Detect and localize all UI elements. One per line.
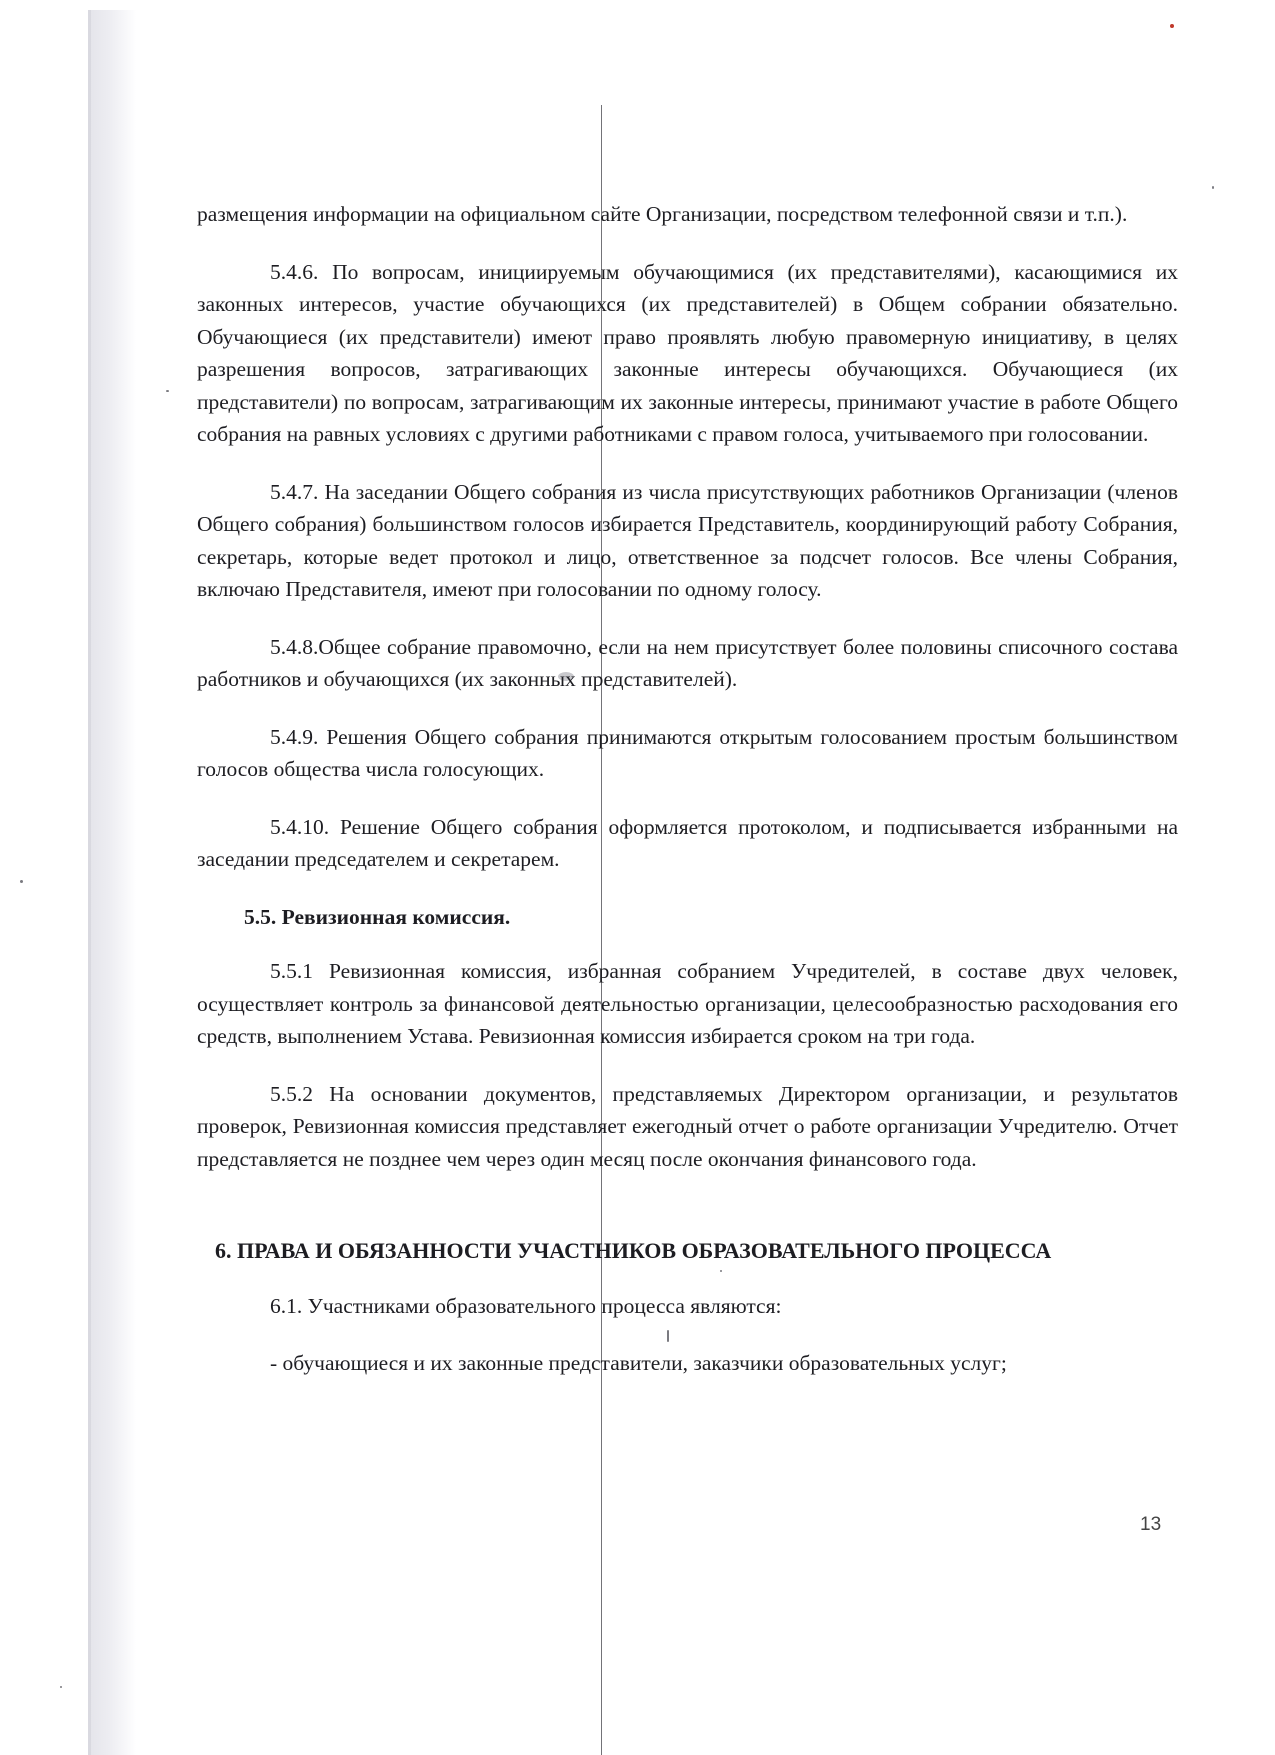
speck-mark [60, 1686, 62, 1688]
paragraph-5-4-8: 5.4.8.Общее собрание правомочно, если на нем присутствует более половины списочного состава работников и обучающихся (их законных представителей). [197, 634, 1178, 691]
document-body [197, 198, 1178, 1405]
speck-mark [20, 880, 23, 883]
scan-edge-line [88, 10, 91, 1755]
speck-mark [1212, 186, 1214, 189]
speck-mark [166, 390, 169, 392]
paragraph-5-4-9: 5.4.9. Решения Общего собрания принимаются открытым голосованием простым большинством голосов общества числа голосующих. [197, 724, 1178, 781]
paragraph-5-4-10: 5.4.10. Решение Общего собрания оформляется протоколом, и подписывается избранными на заседании председателем и секретарем. [197, 814, 1178, 871]
paragraph-5-4-7: 5.4.7. На заседании Общего собрания из числа присутствующих работников Организации (членов Общего собрания) большинством голосов избирается Представитель, координирующий работу Собрания, секретарь, которые ведет протокол и лицо, ответственное за подсчет голосов. Все члены Собрания, включаю Представителя, имеют при голосовании по одному голосу. [197, 479, 1178, 601]
scan-shadow [88, 10, 136, 1755]
subheading-5-5: 5.5. Ревизионная комиссия. [244, 904, 511, 929]
paragraph-6-1: 6.1. Участниками образовательного процесса являются: [270, 1293, 782, 1318]
paragraph-5-5-2: 5.5.2 На основании документов, представляемых Директором организации, и результатов проверок, Ревизионная комиссия представляет ежегодный отчет о работе организации Учредителю. Отчет представляется не позднее чем через один месяц после окончания финансового года. [197, 1081, 1178, 1171]
section-heading-6: 6. ПРАВА И ОБЯЗАННОСТИ УЧАСТНИКОВ ОБРАЗОВАТЕЛЬНОГО ПРОЦЕССА [215, 1238, 1052, 1263]
list-item-participants: - обучающиеся и их законные представители, заказчики образовательных услуг; [270, 1351, 1007, 1375]
paragraph-continuation: размещения информации на официальном сайте Организации, посредством телефонной связи и т.п.). [197, 202, 1128, 226]
paragraph-5-5-1: 5.5.1 Ревизионная комиссия, избранная собранием Учредителей, в составе двух человек, осуществляет контроль за финансовой деятельностью организации, целесообразностью расходования его средств, выполнением Устава. Ревизионная комиссия избирается сроком на три года. [197, 959, 1178, 1048]
speck-mark [1170, 24, 1174, 28]
page-number: 13 [1140, 1514, 1162, 1535]
paragraph-5-4-6: 5.4.6. По вопросам, инициируемым обучающимися (их представителями), касающимися их законных интересов, участие обучающихся (их представителей) в Общем собрании обязательно. Обучающиеся (их представители) имеют право проявлять любую правомерную инициативу, в целях разрешения вопросов, затрагивающих законные интересы обучающихся. Обучающиеся (их представители) по вопросам, затрагивающим их законные интересы, принимают участие в работе Общего собрания на равных условиях с другими работниками с правом голоса, учитываемого при голосовании. [197, 259, 1178, 446]
